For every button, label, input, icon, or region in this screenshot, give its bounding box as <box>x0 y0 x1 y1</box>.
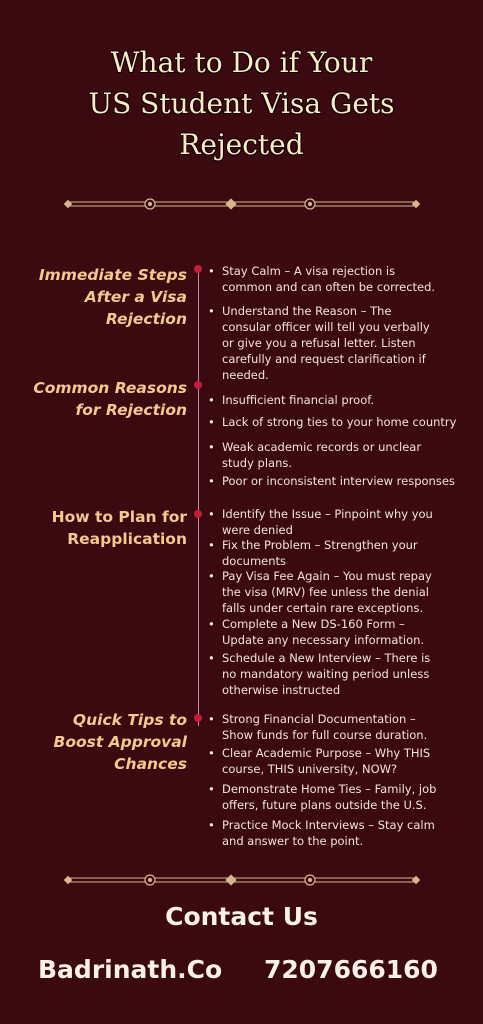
list-item: • Identify the Issue – Pinpoint why you were denied <box>208 507 433 537</box>
timeline-line <box>198 268 199 726</box>
bullet-icon: • <box>208 507 215 521</box>
list-item: • Understand the Reason – The consular officer will tell you verbally or give you a refusal letter. Listen carefully and request clarification if needed. <box>208 304 430 382</box>
heading-line: Reapplication <box>67 530 187 548</box>
ornamental-divider-bottom <box>62 873 422 887</box>
bullet-icon: • <box>208 304 215 318</box>
section-heading-immediate-steps <box>12 264 187 330</box>
list-item: • Poor or inconsistent interview responses <box>208 474 455 488</box>
brand-name: Badrinath.Co <box>38 955 223 984</box>
list-item: • Schedule a New Interview – There is no mandatory waiting period unless otherwise instructed <box>208 651 431 697</box>
heading-line: After a Visa <box>84 288 187 306</box>
timeline-dot <box>194 510 202 518</box>
section-heading-quick-tips <box>12 709 187 775</box>
bullet-icon: • <box>208 538 215 552</box>
list-item: • Insufficient financial proof. <box>208 393 375 407</box>
bullet-icon: • <box>208 651 215 665</box>
section-heading-common-reasons <box>12 377 187 421</box>
bullet-icon: • <box>208 440 215 454</box>
page-title <box>0 42 483 165</box>
phone-number[interactable]: 7207666160 <box>264 955 438 984</box>
heading-line: Rejection <box>105 310 187 328</box>
bullet-icon: • <box>208 569 215 583</box>
list-item: • Pay Visa Fee Again – You must repay the visa (MRV) fee unless the denial falls under certain rare exceptions. <box>208 569 432 615</box>
bullet-icon: • <box>208 712 215 726</box>
ornamental-divider-top <box>62 197 422 211</box>
heading-line: Boost Approval <box>53 733 187 751</box>
list-item: • Clear Academic Purpose – Why THIS course, THIS university, NOW? <box>208 746 431 776</box>
list-item: • Strong Financial Documentation – Show funds for full course duration. <box>208 712 428 742</box>
timeline-dot <box>194 714 202 722</box>
bullet-icon: • <box>208 415 215 429</box>
heading-line: Common Reasons <box>33 379 187 397</box>
bullet-icon: • <box>208 474 215 488</box>
bullet-icon: • <box>208 746 215 760</box>
title-line-1: What to Do if Your <box>110 46 373 79</box>
list-item: • Practice Mock Interviews – Stay calm and answer to the point. <box>208 818 435 848</box>
heading-line: Immediate Steps <box>38 266 187 284</box>
list-item: • Stay Calm – A visa rejection is common and can often be corrected. <box>208 264 436 294</box>
title-line-3: Rejected <box>179 128 304 161</box>
list-item: • Weak academic records or unclear study plans. <box>208 440 422 470</box>
heading-line: for Rejection <box>75 401 187 419</box>
heading-line: How to Plan for <box>51 508 187 526</box>
list-item: • Demonstrate Home Ties – Family, job offers, future plans outside the U.S. <box>208 782 437 812</box>
list-item: • Complete a New DS-160 Form – Update any necessary information. <box>208 617 425 647</box>
bullet-icon: • <box>208 264 215 278</box>
bullet-icon: • <box>208 617 215 631</box>
timeline-dot <box>194 381 202 389</box>
heading-line: Chances <box>114 755 187 773</box>
bullet-icon: • <box>208 393 215 407</box>
contact-title: Contact Us <box>165 902 318 931</box>
heading-line: Quick Tips to <box>72 711 187 729</box>
list-item: • Lack of strong ties to your home country <box>208 415 457 429</box>
title-line-2: US Student Visa Gets <box>88 87 395 120</box>
bullet-icon: • <box>208 782 215 796</box>
list-item: • Fix the Problem – Strengthen your documents <box>208 538 418 568</box>
timeline-dot <box>194 265 202 273</box>
bullet-icon: • <box>208 818 215 832</box>
section-heading-reapplication <box>12 506 187 550</box>
